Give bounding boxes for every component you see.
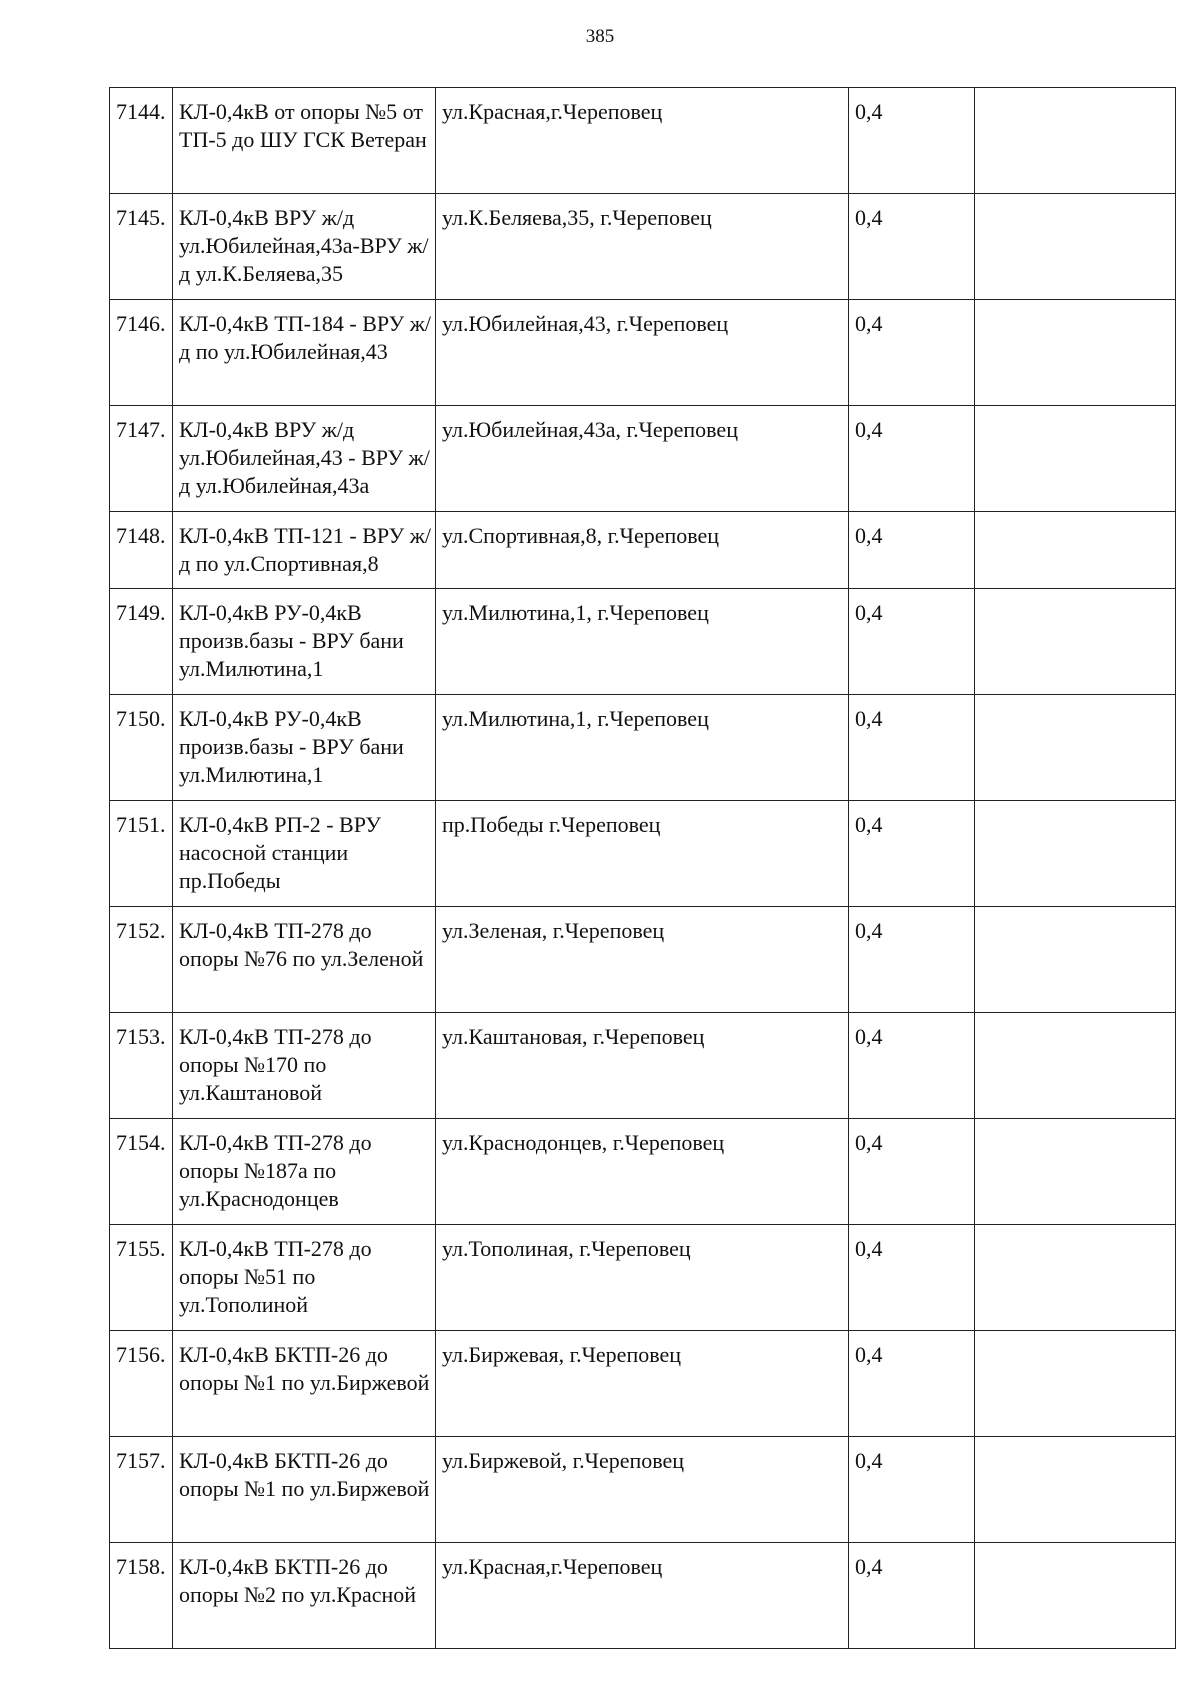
extra-cell — [975, 406, 1176, 512]
table-row — [110, 1119, 1176, 1225]
extra-cell — [975, 1225, 1176, 1331]
extra-cell — [975, 907, 1176, 1013]
voltage: 0,4 — [849, 512, 975, 589]
voltage: 0,4 — [849, 1013, 975, 1119]
address: ул.Биржевая, г.Череповец — [436, 1331, 849, 1437]
page-number: 385 — [585, 26, 615, 47]
cable-name: КЛ-0,4кВ ТП-184 - ВРУ ж/д по ул.Юбилейная,43 — [173, 300, 436, 406]
extra-cell — [975, 1119, 1176, 1225]
table-row — [110, 695, 1176, 801]
cable-name: КЛ-0,4кВ ТП-278 до опоры №76 по ул.Зеленой — [173, 907, 436, 1013]
table-row — [110, 1331, 1176, 1437]
cable-name: КЛ-0,4кВ РП-2 - ВРУ насосной станции пр.Победы — [173, 801, 436, 907]
voltage: 0,4 — [849, 1543, 975, 1649]
table-row — [110, 88, 1176, 194]
extra-cell — [975, 194, 1176, 300]
row-number: 7158. — [110, 1543, 173, 1649]
cable-name: КЛ-0,4кВ ТП-278 до опоры №51 по ул.Тополиной — [173, 1225, 436, 1331]
cable-name: КЛ-0,4кВ БКТП-26 до опоры №1 по ул.Биржевой — [173, 1437, 436, 1543]
cable-name: КЛ-0,4кВ ВРУ ж/д ул.Юбилейная,43а-ВРУ ж/д ул.К.Беляева,35 — [173, 194, 436, 300]
cable-name: КЛ-0,4кВ РУ-0,4кВ произв.базы - ВРУ бани ул.Милютина,1 — [173, 589, 436, 695]
extra-cell — [975, 1013, 1176, 1119]
table-row — [110, 589, 1176, 695]
voltage: 0,4 — [849, 1437, 975, 1543]
address: ул.Зеленая, г.Череповец — [436, 907, 849, 1013]
table-row — [110, 801, 1176, 907]
address: ул.Биржевой, г.Череповец — [436, 1437, 849, 1543]
voltage: 0,4 — [849, 300, 975, 406]
table-row — [110, 512, 1176, 589]
row-number: 7146. — [110, 300, 173, 406]
table-row — [110, 907, 1176, 1013]
cable-name: КЛ-0,4кВ ТП-278 до опоры №187а по ул.Краснодонцев — [173, 1119, 436, 1225]
table-row — [110, 194, 1176, 300]
extra-cell — [975, 512, 1176, 589]
table-row — [110, 300, 1176, 406]
voltage: 0,4 — [849, 801, 975, 907]
cable-name: КЛ-0,4кВ ТП-121 - ВРУ ж/д по ул.Спортивная,8 — [173, 512, 436, 589]
address: пр.Победы г.Череповец — [436, 801, 849, 907]
voltage: 0,4 — [849, 589, 975, 695]
row-number: 7148. — [110, 512, 173, 589]
table-row — [110, 1543, 1176, 1649]
extra-cell — [975, 801, 1176, 907]
cable-name: КЛ-0,4кВ БКТП-26 до опоры №1 по ул.Биржевой — [173, 1331, 436, 1437]
voltage: 0,4 — [849, 1225, 975, 1331]
address: ул.Красная,г.Череповец — [436, 1543, 849, 1649]
address: ул.Юбилейная,43а, г.Череповец — [436, 406, 849, 512]
row-number: 7153. — [110, 1013, 173, 1119]
extra-cell — [975, 1543, 1176, 1649]
table-row — [110, 1225, 1176, 1331]
table-row — [110, 1013, 1176, 1119]
cable-name: КЛ-0,4кВ от опоры №5 от ТП-5 до ШУ ГСК Ветеран — [173, 88, 436, 194]
extra-cell — [975, 300, 1176, 406]
table-row — [110, 406, 1176, 512]
address: ул.Юбилейная,43, г.Череповец — [436, 300, 849, 406]
extra-cell — [975, 88, 1176, 194]
row-number: 7154. — [110, 1119, 173, 1225]
voltage: 0,4 — [849, 907, 975, 1013]
extra-cell — [975, 1437, 1176, 1543]
table-row — [110, 1437, 1176, 1543]
row-number: 7155. — [110, 1225, 173, 1331]
row-number: 7152. — [110, 907, 173, 1013]
voltage: 0,4 — [849, 194, 975, 300]
voltage: 0,4 — [849, 88, 975, 194]
voltage: 0,4 — [849, 1331, 975, 1437]
cable-name: КЛ-0,4кВ ТП-278 до опоры №170 по ул.Каштановой — [173, 1013, 436, 1119]
row-number: 7147. — [110, 406, 173, 512]
address: ул.Спортивная,8, г.Череповец — [436, 512, 849, 589]
address: ул.Краснодонцев, г.Череповец — [436, 1119, 849, 1225]
extra-cell — [975, 1331, 1176, 1437]
address: ул.Тополиная, г.Череповец — [436, 1225, 849, 1331]
extra-cell — [975, 695, 1176, 801]
cable-name: КЛ-0,4кВ БКТП-26 до опоры №2 по ул.Красной — [173, 1543, 436, 1649]
row-number: 7156. — [110, 1331, 173, 1437]
cable-registry-table — [109, 87, 1176, 1649]
row-number: 7151. — [110, 801, 173, 907]
row-number: 7149. — [110, 589, 173, 695]
extra-cell — [975, 589, 1176, 695]
voltage: 0,4 — [849, 695, 975, 801]
address: ул.Милютина,1, г.Череповец — [436, 589, 849, 695]
cable-name: КЛ-0,4кВ ВРУ ж/д ул.Юбилейная,43 - ВРУ ж/д ул.Юбилейная,43а — [173, 406, 436, 512]
row-number: 7157. — [110, 1437, 173, 1543]
voltage: 0,4 — [849, 406, 975, 512]
row-number: 7144. — [110, 88, 173, 194]
address: ул.К.Беляева,35, г.Череповец — [436, 194, 849, 300]
row-number: 7150. — [110, 695, 173, 801]
cable-name: КЛ-0,4кВ РУ-0,4кВ произв.базы - ВРУ бани ул.Милютина,1 — [173, 695, 436, 801]
address: ул.Красная,г.Череповец — [436, 88, 849, 194]
voltage: 0,4 — [849, 1119, 975, 1225]
address: ул.Каштановая, г.Череповец — [436, 1013, 849, 1119]
row-number: 7145. — [110, 194, 173, 300]
address: ул.Милютина,1, г.Череповец — [436, 695, 849, 801]
